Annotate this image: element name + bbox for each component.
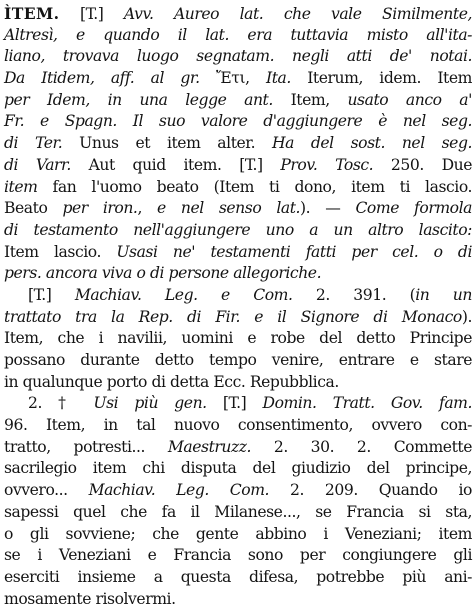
italic-text: per Idem, in una legge ant.	[4, 90, 273, 109]
italic-text: Ita.	[265, 69, 291, 88]
text-segment: [T.]	[28, 285, 75, 304]
text-segment: sacrilegio item chi disputa del giudizio del principe,	[4, 459, 472, 478]
italic-text: Usasi ne' testamenti fatti per cel. o di	[116, 242, 472, 261]
italic-text: in un	[415, 285, 472, 304]
text-segment: Unus et item alter.	[62, 134, 272, 153]
text-segment: 2. 30. 2. Commette	[251, 437, 472, 456]
text-line	[4, 545, 472, 567]
italic-text: Prov. Tosc.	[280, 155, 374, 174]
text-line	[4, 68, 472, 90]
text-segment: fan l'uomo beato (Item ti dono, item ti lascio.	[37, 177, 472, 196]
italic-text: di testamento nell'aggiungere uno a un altro lascito:	[4, 220, 472, 239]
text-segment: Iterum, idem. Item	[290, 69, 472, 88]
text-line	[4, 177, 472, 199]
italic-text: Avv. Aureo lat. che vale Similmente,	[123, 5, 472, 23]
text-segment: in qualunque porto di detta Ecc. Repubblica.	[4, 372, 339, 391]
text-line	[4, 589, 472, 610]
text-segment: Item,	[272, 90, 348, 109]
text-line	[4, 133, 472, 155]
text-line	[4, 480, 472, 502]
text-line	[4, 567, 472, 589]
text-segment: mosamente risolvermi.	[4, 589, 176, 608]
text-line	[4, 220, 472, 242]
italic-text: Fr. e Spagn. Il suo valore d'aggiungere è nel seg.	[4, 112, 472, 131]
italic-text: trattato tra la Rep. di Fir. e il Signore di Monaco	[4, 307, 462, 326]
text-line	[4, 155, 472, 177]
text-line	[4, 285, 472, 307]
headword: ÌTEM.	[4, 4, 60, 23]
italic-text: Altresì, e quando il lat. era tuttavia misto all'ita-	[4, 25, 472, 44]
italic-text: Ha del sost. nel seg.	[271, 134, 472, 153]
italic-text: per iron.	[62, 199, 138, 218]
text-segment: ). —	[300, 199, 356, 218]
italic-text: item	[4, 177, 38, 196]
text-line	[4, 502, 472, 524]
text-line	[4, 111, 472, 133]
italic-text: Machiav. Leg. e Com.	[74, 285, 293, 304]
text-line	[4, 437, 472, 459]
text-segment: Ἔτι,	[199, 69, 266, 88]
text-segment: 2. 391. (	[292, 285, 416, 304]
text-line	[4, 350, 472, 372]
text-segment: Aut quid item. [T.]	[70, 155, 281, 174]
italic-text: liano, trovava luogo segnatam. negli atti de' notai.	[4, 47, 472, 66]
italic-text: di Varr.	[4, 155, 71, 174]
italic-text: Domin. Tratt. Gov. fam.	[262, 394, 473, 413]
text-line	[4, 46, 472, 68]
text-line	[4, 524, 472, 546]
text-line	[4, 458, 472, 480]
text-segment: se i Veneziani e Francia sono per congiungere gli	[4, 546, 472, 565]
text-line	[4, 242, 472, 264]
text-segment: sapessi quel che fa il Milanese..., se Francia si sta,	[4, 502, 472, 521]
text-segment: ).	[461, 307, 472, 326]
italic-text: Machiav. Leg. Com.	[88, 481, 270, 500]
italic-text: pers. ancora viva o di persone allegoriche.	[4, 264, 322, 283]
text-line	[4, 198, 472, 220]
italic-text: Da Itidem,	[4, 69, 111, 88]
text-line	[4, 3, 472, 25]
dictionary-entry-item	[4, 3, 472, 610]
text-segment: Item, che i navilii, uomini e robe del detto Principe	[4, 329, 472, 348]
text-segment: Beato	[4, 199, 63, 218]
italic-text: di Ter.	[4, 134, 63, 153]
text-segment: o gli sovviene; che gente abbino i Veneziani; item	[4, 524, 472, 543]
italic-text: e nel senso lat.	[157, 199, 301, 218]
text-line	[4, 307, 472, 329]
text-segment: [T.]	[59, 5, 124, 23]
text-segment: Item lascio.	[4, 242, 117, 261]
text-line	[4, 25, 472, 47]
text-line	[4, 263, 472, 285]
text-segment: 2. †	[28, 394, 94, 413]
text-line	[4, 328, 472, 350]
text-segment: ovvero...	[4, 481, 89, 500]
italic-text: Maestruzz.	[167, 437, 252, 456]
text-line	[4, 393, 472, 415]
text-segment: ,	[137, 199, 158, 218]
text-line	[4, 372, 472, 394]
text-segment: 250. Due	[373, 155, 472, 174]
text-segment: [T.]	[206, 394, 263, 413]
text-segment: 96. Item, in tal nuovo consentimento, ovvero con-	[4, 416, 472, 435]
italic-text: aff. al gr.	[110, 69, 200, 88]
text-segment: tratto, potresti...	[4, 437, 168, 456]
italic-text: usato anco a'	[347, 90, 472, 109]
italic-text: Usi più gen.	[93, 394, 207, 413]
text-line	[4, 90, 472, 112]
text-segment: possano durante detto tempo venire, entrare e stare	[4, 351, 472, 369]
text-line	[4, 415, 472, 437]
italic-text: Come formola	[355, 199, 472, 218]
text-segment: 2. 209. Quando io	[269, 481, 472, 500]
text-segment: eserciti insieme a questa difesa, potrebbe più ani-	[4, 567, 472, 586]
